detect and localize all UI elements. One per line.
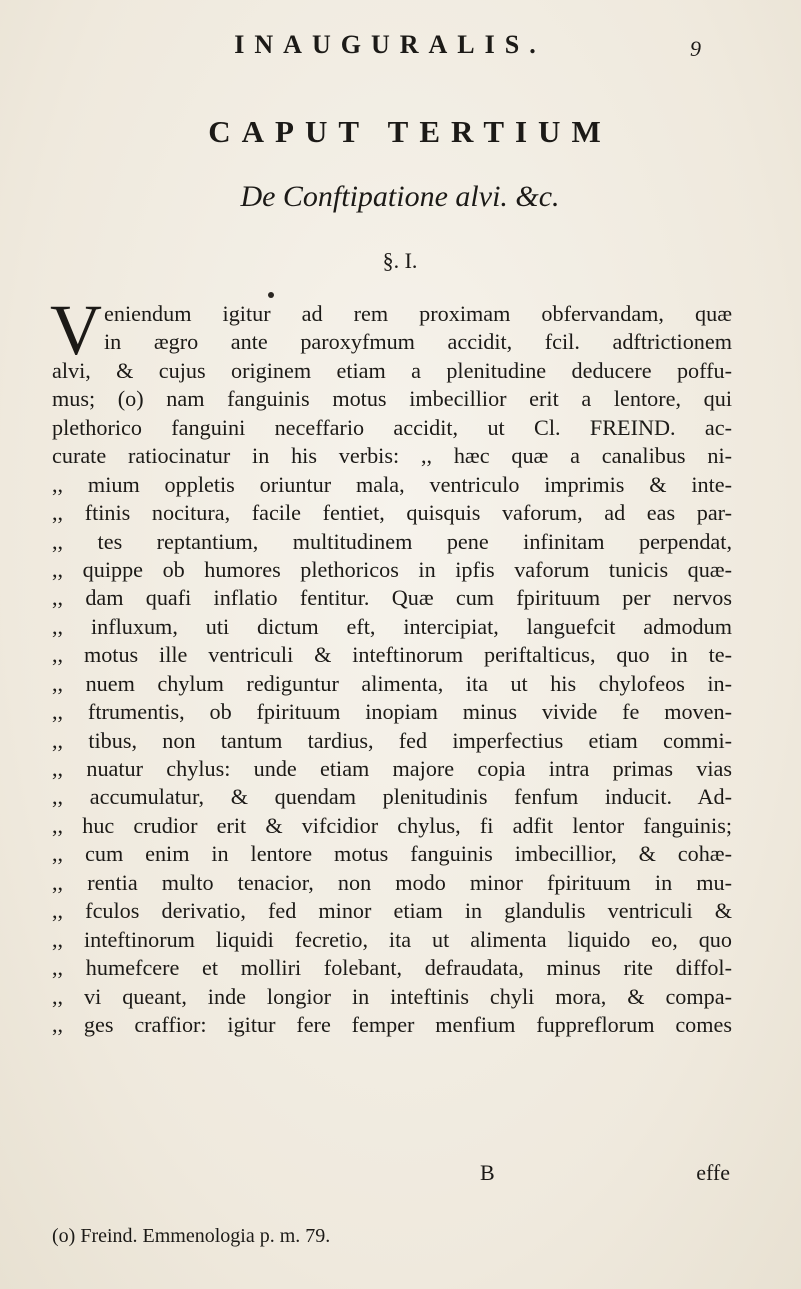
text-line: ,, huc crudior erit & vifcidior chylus, fi adfit lentor fanguinis; — [52, 812, 732, 838]
text-line: eniendum igitur ad rem proximam obfervandam, quæ — [104, 301, 732, 326]
text-line: ,, fculos derivatio, fed minor etiam in glandulis ventriculi & — [52, 898, 732, 924]
text-line: ,, nuem chylum rediguntur alimenta, ita ut his chylofeos in- — [52, 670, 732, 696]
text-line: ,, inteftinorum liquidi fecretio, ita ut alimenta liquido eo, quo — [52, 926, 732, 952]
text-line: ,, dam quafi inflatio fentitur. Quæ cum fpirituum per nervos — [52, 585, 732, 611]
text-line: ,, tibus, non tantum tardius, fed imperfectius etiam commi- — [52, 727, 732, 753]
catchword: effe — [696, 1160, 730, 1185]
page-number: 9 — [690, 36, 701, 61]
text-line: ,, influxum, uti dictum eft, intercipiat, languefcit admodum — [52, 613, 732, 639]
chapter-subtitle: De Conftipatione alvi. &c. — [240, 180, 560, 213]
text-line: ,, motus ille ventriculi & inteftinorum periftalticus, quo in te- — [52, 642, 732, 668]
ornament-dot — [268, 292, 274, 298]
text-line: alvi, & cujus originem etiam a plenitudine deducere poffu- — [52, 357, 732, 383]
text-line: ,, humefcere et molliri folebant, defraudata, minus rite diffol- — [52, 955, 732, 981]
signature-mark: B — [480, 1160, 495, 1185]
text-line: mus; (o) nam fanguinis motus imbecillior erit a lentore, qui — [52, 386, 732, 412]
text-line: plethorico fanguini neceffario accidit, ut Cl. FREIND. ac- — [52, 414, 732, 440]
section-mark: §. I. — [382, 248, 418, 273]
chapter-title: CAPUT TERTIUM — [208, 114, 612, 149]
text-line: ,, ftrumentis, ob fpirituum inopiam minus vivide fe moven- — [52, 699, 732, 725]
text-line: ,, rentia multo tenacior, non modo minor fpirituum in mu- — [52, 869, 732, 895]
text-line: ,, accumulatur, & quendam plenitudinis fenfum inducit. Ad- — [52, 784, 732, 810]
body-text — [50, 290, 732, 1039]
text-line: ,, vi queant, inde longior in inteftinis chyli mora, & compa- — [52, 983, 732, 1009]
text-line: ,, cum enim in lentore motus fanguinis imbecillior, & cohæ- — [52, 841, 732, 867]
drop-capital: V — [50, 290, 102, 370]
text-line: curate ratiocinatur in his verbis: ,, hæc quæ a canalibus ni- — [52, 443, 732, 469]
text-line: ,, tes reptantium, multitudinem pene infinitam perpendat, — [52, 528, 732, 554]
text-line: ,, quippe ob humores plethoricos in ipfis vaforum tunicis quæ- — [52, 556, 732, 582]
text-line: ,, ges craffior: igitur fere femper menfium fuppreflorum comes — [52, 1011, 732, 1037]
running-head: INAUGURALIS. — [234, 30, 546, 59]
footnote: (o) Freind. Emmenologia p. m. 79. — [52, 1225, 331, 1247]
text-line: in ægro ante paroxyfmum accidit, fcil. adftrictionem — [104, 329, 732, 355]
text-line: ,, nuatur chylus: unde etiam majore copia intra primas vias — [52, 756, 732, 781]
text-line: ,, ftinis nocitura, facile fentiet, quisquis vaforum, ad eas par- — [52, 500, 732, 526]
text-line: ,, mium oppletis oriuntur mala, ventriculo imprimis & inte- — [52, 471, 732, 497]
